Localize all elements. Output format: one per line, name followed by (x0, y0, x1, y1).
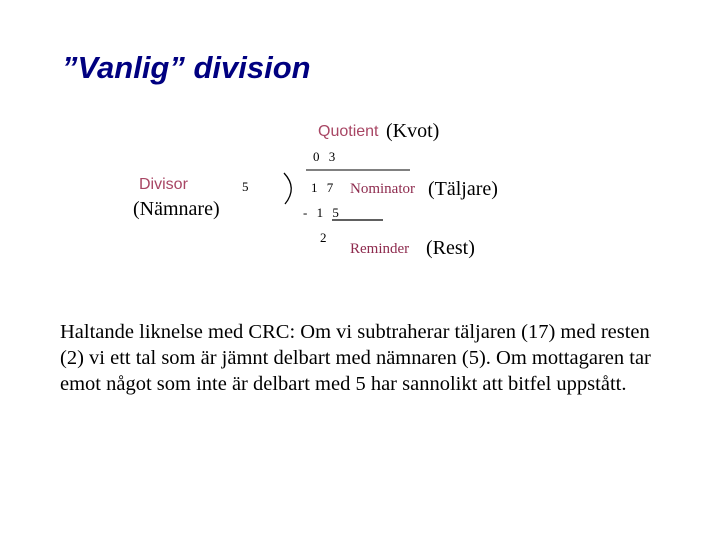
nominator-label: Nominator (350, 181, 415, 197)
quotient-value: 0 3 (313, 149, 339, 164)
slide-title: ”Vanlig” division (62, 50, 311, 85)
quotient-label: Quotient (318, 123, 379, 140)
divisor-value: 5 (242, 179, 252, 194)
dividend-value: 1 7 (311, 180, 337, 195)
body-paragraph: Haltande liknelse med CRC: Om vi subtraherar täljaren (17) med resten (2) vi ett tal som är jämnt delbart med nämnaren (5). Om mottagaren tar emot något som inte är delbart med 5 har sannolikt att bitfel uppstått. (60, 321, 651, 395)
subtract-value: - 1 5 (303, 205, 342, 220)
reminder-sv-label: (Rest) (426, 237, 475, 259)
division-bracket (284, 173, 291, 204)
divisor-sv-label: (Nämnare) (133, 198, 220, 220)
quotient-sv-label: (Kvot) (386, 120, 440, 142)
nominator-sv-label: (Täljare) (428, 178, 498, 200)
remainder-value: 2 (320, 230, 330, 245)
reminder-label: Reminder (350, 241, 410, 257)
divisor-label: Divisor (139, 176, 188, 193)
